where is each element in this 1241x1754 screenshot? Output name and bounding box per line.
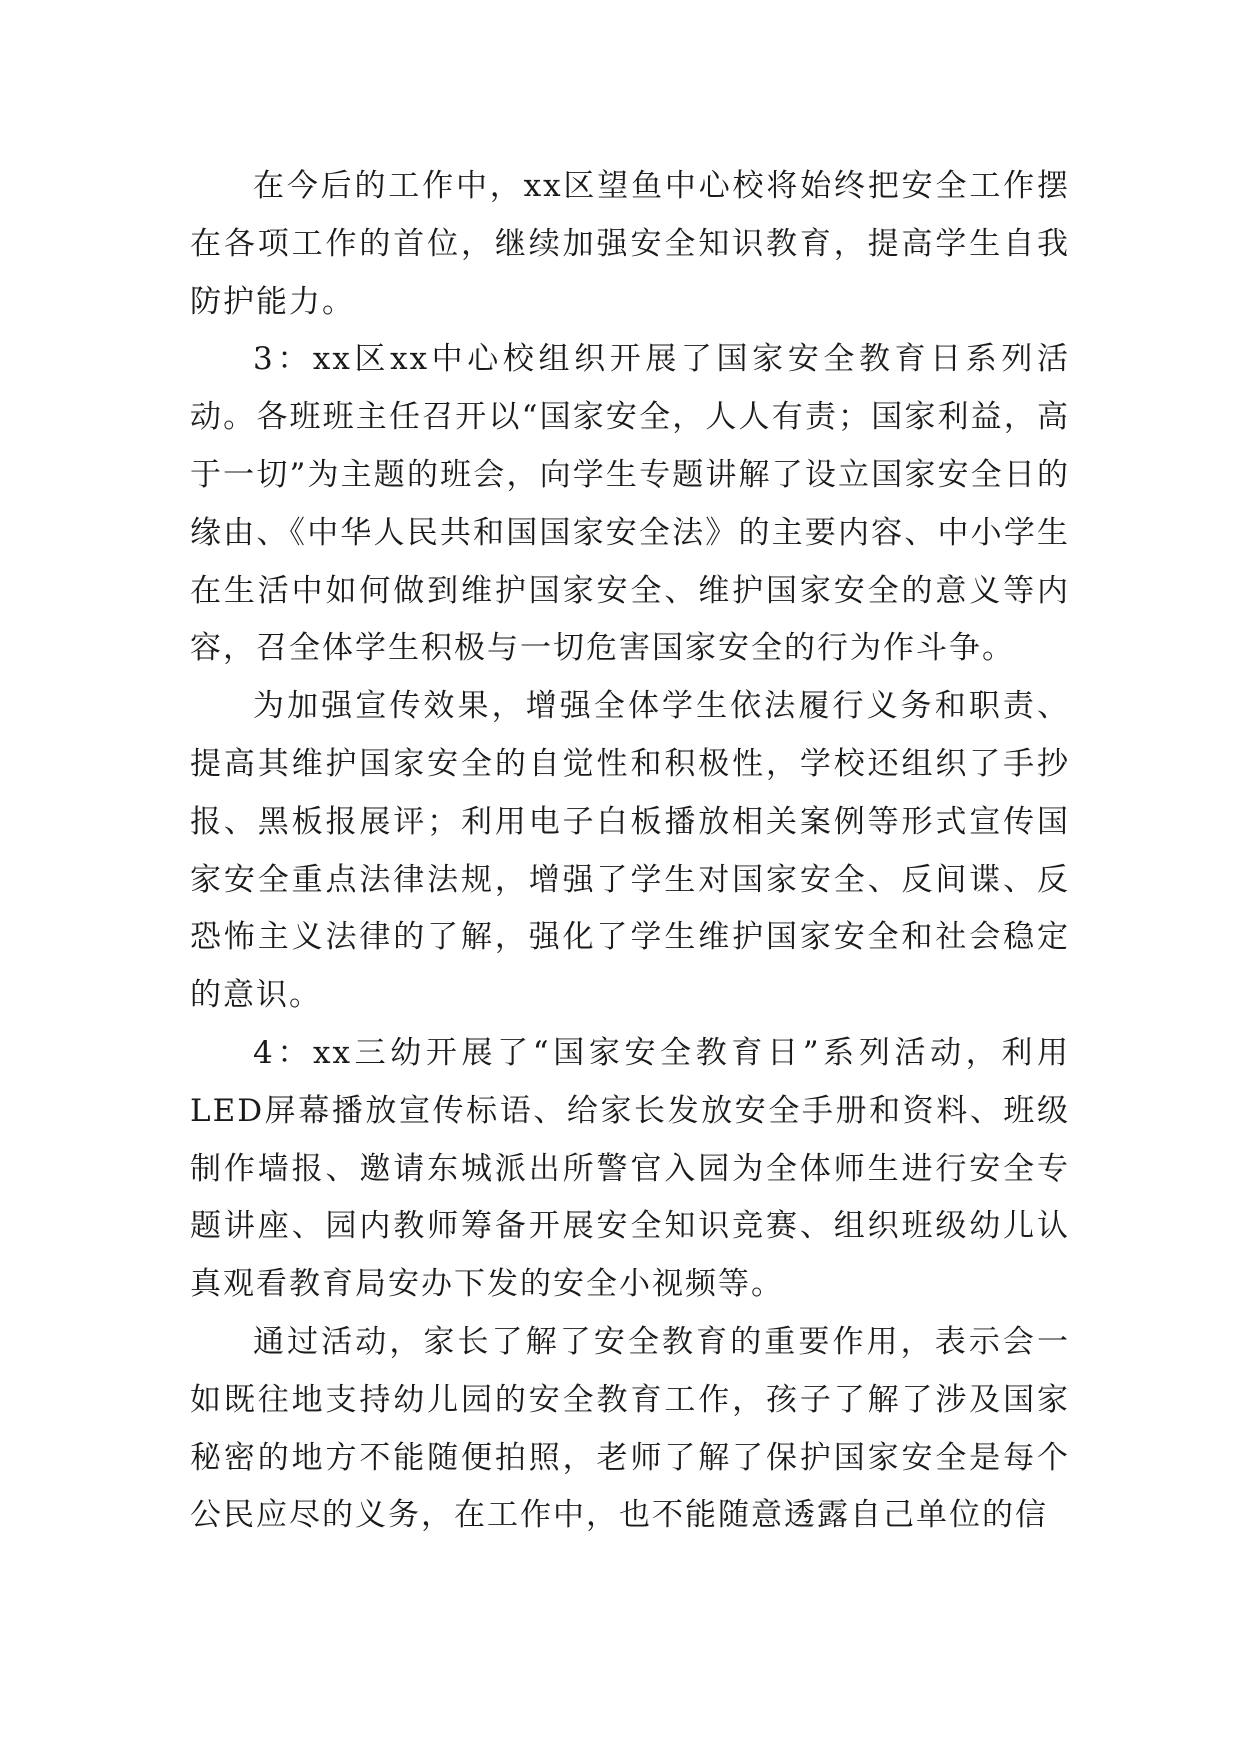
document-body	[190, 158, 1070, 1545]
paragraph-2: 3：xx区xx中心校组织开展了国家安全教育日系列活动。各班班主任召开以“国家安全，人人有责；国家利益，高于一切”为主题的班会，向学生专题讲解了设立国家安全日的缘由、《中华人民共和国国家安全法》的主要内容、中小学生在生活中如何做到维护国家安全、维护国家安全的意义等内容，召全体学生积极与一切危害国家安全的行为作斗争。	[190, 341, 1070, 667]
paragraph-1: 在今后的工作中，xx区望鱼中心校将始终把安全工作摆在各项工作的首位，继续加强安全知识教育，提高学生自我防护能力。	[190, 168, 1070, 320]
paragraph-3: 为加强宣传效果，增强全体学生依法履行义务和职责、提高其维护国家安全的自觉性和积极性，学校还组织了手抄报、黑板报展评；利用电子白板播放相关案例等形式宣传国家安全重点法律法规，增强了学生对国家安全、反间谍、反恐怖主义法律的了解，强化了学生维护国家安全和社会稳定的意识。	[190, 688, 1070, 1014]
paragraph-4: 4：xx三幼开展了“国家安全教育日”系列活动，利用LED屏幕播放宣传标语、给家长发放安全手册和资料、班级制作墙报、邀请东城派出所警官入园为全体师生进行安全专题讲座、园内教师筹备开展安全知识竞赛、组织班级幼儿认真观看教育局安办下发的安全小视频等。	[190, 1034, 1070, 1303]
paragraph-5: 通过活动，家长了解了安全教育的重要作用，表示会一如既往地支持幼儿园的安全教育工作，孩子了解了涉及国家秘密的地方不能随便拍照，老师了解了保护国家安全是每个公民应尽的义务，在工作中，也不能随意透露自己单位的信	[190, 1323, 1070, 1534]
